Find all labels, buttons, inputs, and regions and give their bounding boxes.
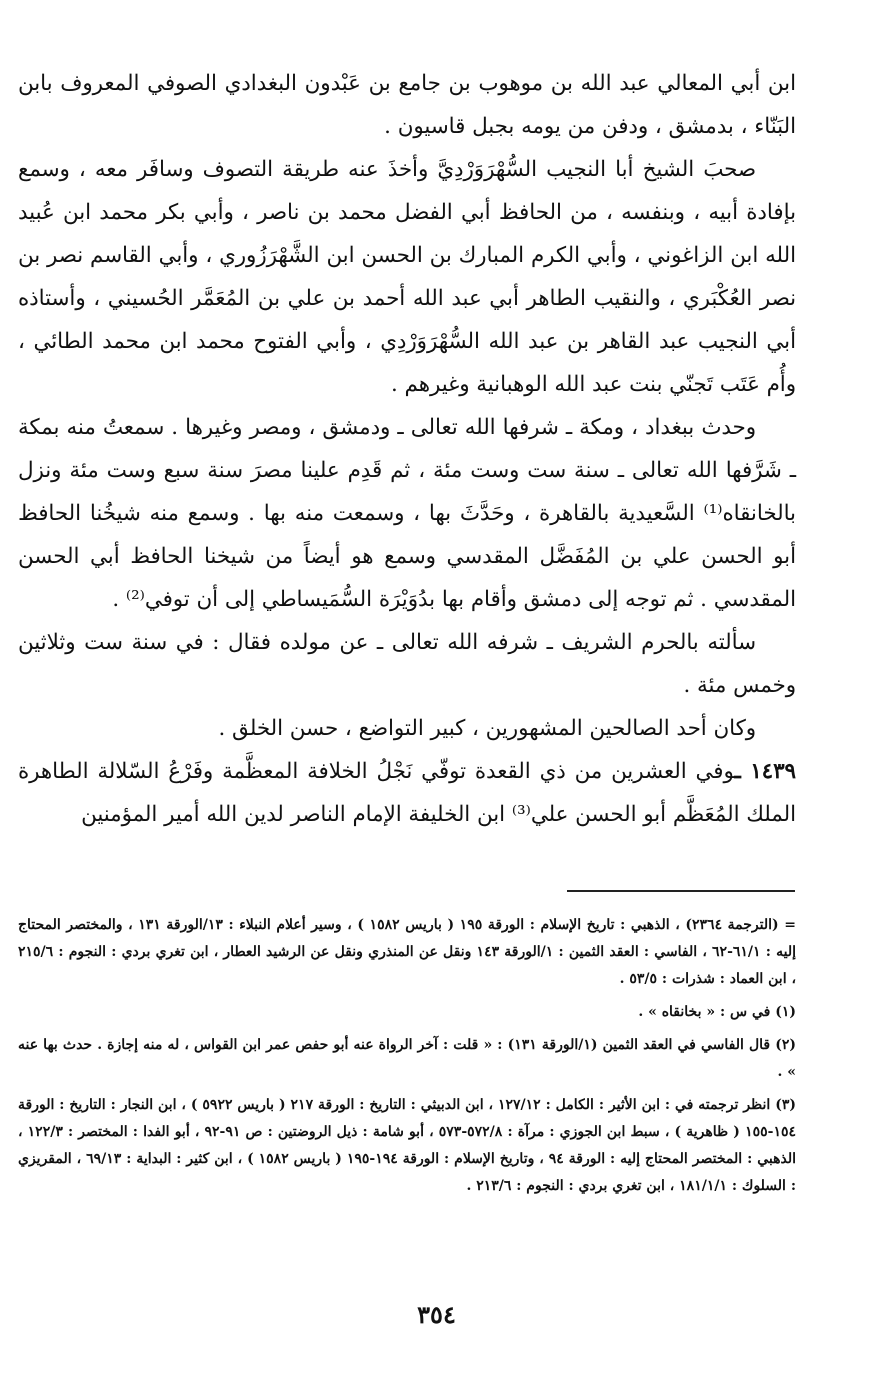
entry-number: ١٤٣٩ ـ [734, 759, 796, 784]
paragraph-6-text: وفي العشرين من ذي القعدة توفّي نَجْلُ الخلافة المعظَّمة وفَرْعُ السّلالة الطاهرة الملك المُعَظَّم أبو الحسن علي⁽³⁾ ابن الخليفة الإمام الناصر لدين الله أمير المؤمنين [18, 759, 796, 827]
paragraph-4: سألته بالحرم الشريف ـ شرفه الله تعالى ـ عن مولده فقال : في سنة ست وثلاثين وخمس مئة . [18, 630, 796, 698]
paragraph-6 [18, 750, 796, 836]
footnotes [18, 912, 796, 1206]
footnote-continuation: = (الترجمة ٢٣٦٤) ، الذهبي : تاريخ الإسلام : الورقة ١٩٥ ( باريس ١٥٨٢ ) ، وسير أعلام النبلاء : ١٣/الورقة ١٣١ ، والمختصر المحتاج إليه : ٦١/١-٦٢ ، الفاسي : العقد الثمين : ١/الورقة ١٤٣ ونقل عن المنذري ونقل عن الرشيد العطار ، ابن تغري بردي : النجوم : ٢١٥/٦ ، ابن العماد : شذرات : ٥٣/٥ . [18, 917, 796, 987]
paragraph-3: وحدث ببغداد ، ومكة ـ شرفها الله تعالى ـ ودمشق ، ومصر وغيرها . سمعتُ منه بمكة ـ شَرَّفها الله تعالى ـ سنة ست وست مئة ، ثم قَدِم علينا مصرَ سنة سبع وست مئة ونزل بالخانقاه⁽¹⁾ السَّعيدية بالقاهرة ، وحَدَّثَ بها ، وسمعت منه بها . وسمع منه شيخُنا الحافظ أبو الحسن علي بن المُفَضَّل المقدسي وسمع هو أيضاً من شيخنا الحافظ أبي الحسن المقدسي . ثم توجه إلى دمشق وأقام بها بدُوَيْرَة السُّمَيساطي إلى أن توفي⁽²⁾ . [18, 415, 796, 612]
main-text [18, 62, 796, 836]
footnote-divider [567, 890, 795, 892]
paragraph-1: ابن أبي المعالي عبد الله بن موهوب بن جامع بن عَبْدون البغدادي الصوفي المعروف بابن البَنّاء ، بدمشق ، ودفن من يومه بجبل قاسيون . [18, 71, 796, 139]
footnote-1: (١) في س : « بخانقاه » . [638, 1004, 796, 1020]
footnote-2: (٢) قال الفاسي في العقد الثمين (١/الورقة ١٣١) : « قلت : آخر الرواة عنه أبو حفص عمر ابن القواس ، له منه إجازة . حدث بها عنه » . [18, 1037, 796, 1080]
footnote-3: (٣) انظر ترجمته في : ابن الأثير : الكامل : ١٢٧/١٢ ، ابن الدبيثي : التاريخ : الورقة ٢١٧ ( باريس ٥٩٢٢ ) ، ابن النجار : التاريخ : الورقة ١٥٤-١٥٥ ( ظاهرية ) ، سبط ابن الجوزي : مرآة : ٥٧٢/٨-٥٧٣ ، أبو شامة : ذيل الروضتين : ص ٩١-٩٢ ، أبو الفدا : المختصر : ١٢٢/٣ ، الذهبي : المختصر المحتاج إليه : الورقة ٩٤ ، وتاريخ الإسلام : الورقة ١٩٤-١٩٥ ( باريس ١٥٨٢ ) ، ابن كثير : البداية : ٦٩/١٣ ، المقريزي : السلوك : ١٨١/١/١ ، ابن تغري بردي : النجوم : ٢١٣/٦ . [18, 1097, 797, 1194]
paragraph-5: وكان أحد الصالحين المشهورين ، كبير التواضع ، حسن الخلق . [218, 716, 756, 741]
page-number: ٣٥٤ [417, 1300, 456, 1329]
paragraph-2: صحبَ الشيخ أبا النجيب السُّهْرَوَرْدِيَّ وأخذَ عنه طريقة التصوف وسافَر معه ، وسمع بإفادة أبيه ، وبنفسه ، من الحافظ أبي الفضل محمد بن ناصر ، وأبي بكر محمد ابن عُبيد الله ابن الزاغوني ، وأبي الكرم المبارك بن الحسن ابن الشَّهْرَزُوري ، وأبي القاسم نصر بن نصر العُكْبَري ، والنقيب الطاهر أبي عبد الله أحمد بن علي بن المُعَمَّر الحُسيني ، وأستاذه أبي النجيب عبد القاهر بن عبد الله السُّهْرَوَرْدِي ، وأبي الفتوح محمد ابن محمد الطائي ، وأُم عَتَب تَجنّي بنت عبد الله الوهبانية وغيرهم . [18, 157, 796, 397]
